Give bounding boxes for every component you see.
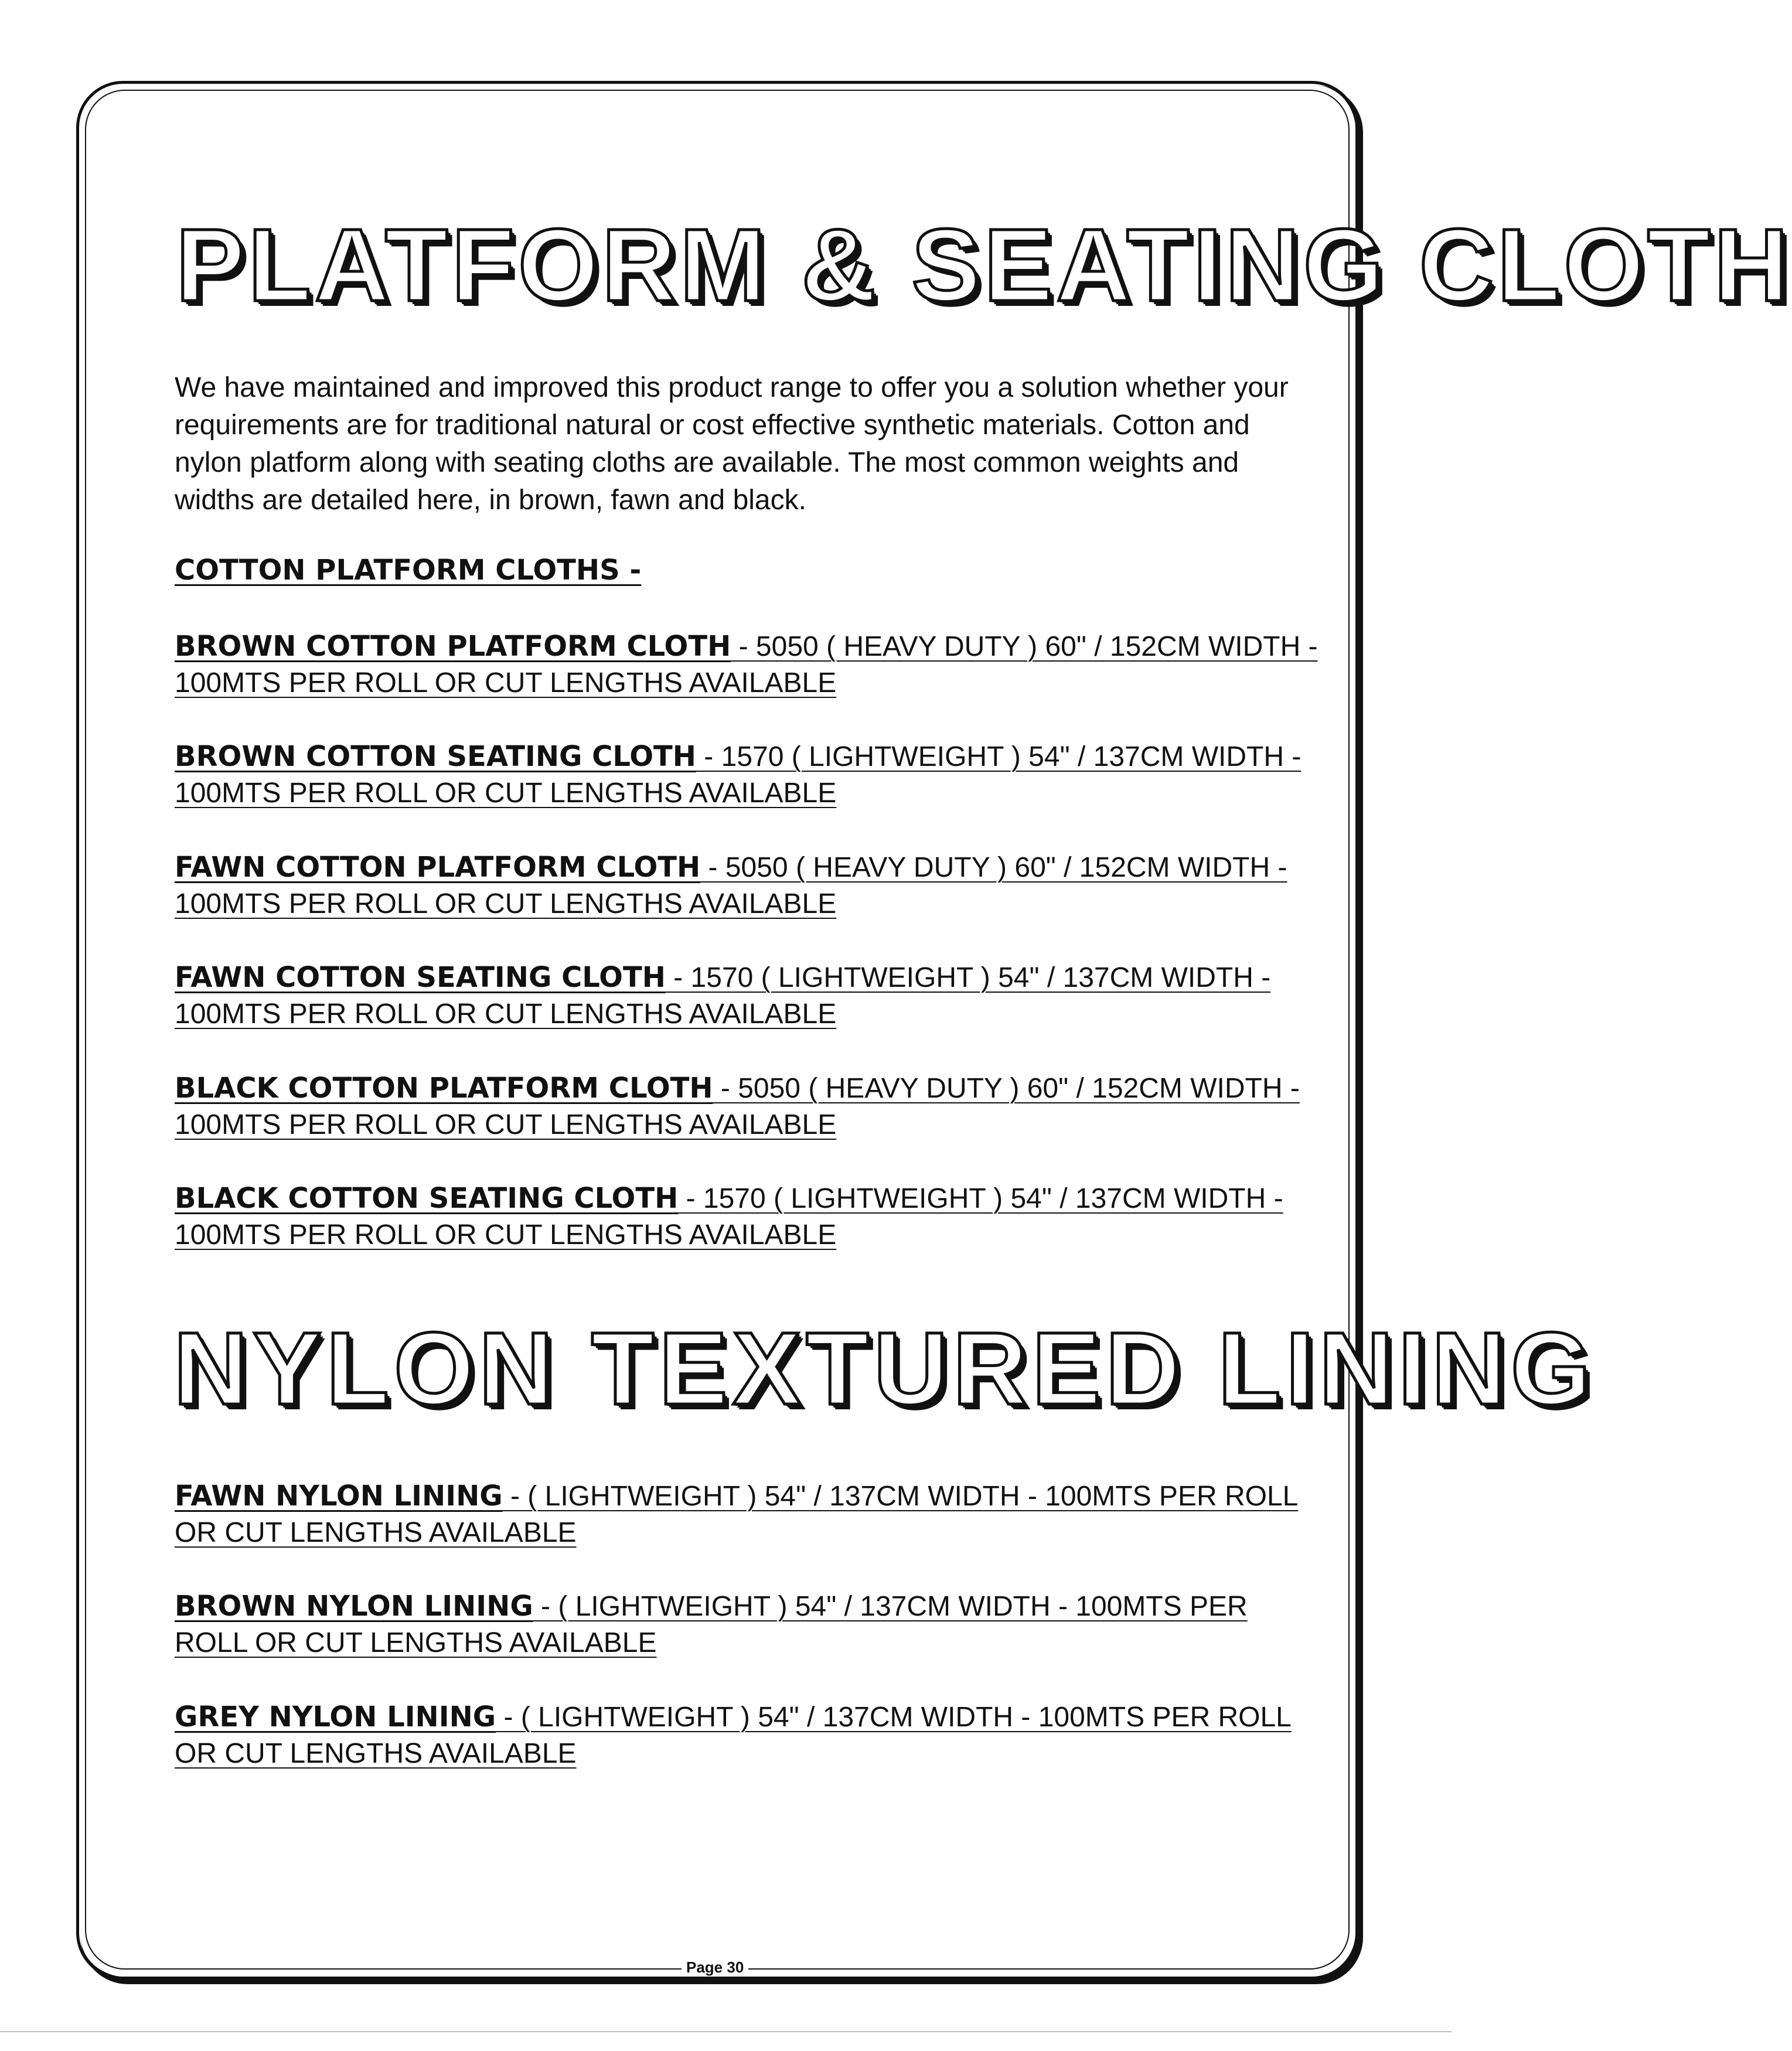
item-label: BLACK COTTON SEATING CLOTH (175, 1182, 679, 1215)
intro-paragraph: We have maintained and improved this product range to offer you a solution whether your requirements are for traditional natural or cost effective synthetic materials. Cotton and nylon platform along with seating cloths are available. The most common weights and widths are detailed here, in brown, fawn and black. (175, 372, 1289, 516)
item-detail: - 5050 ( HEAVY DUTY ) 60" / 152CM WIDTH - 100MTS PER ROLL OR CUT LENGTHS AVAILABLE (175, 852, 1287, 919)
item-label: BROWN NYLON LINING (175, 1590, 533, 1623)
cotton-item (175, 849, 1323, 922)
cotton-heading: COTTON PLATFORM CLOTHS - (175, 554, 642, 587)
cotton-item (175, 1070, 1323, 1143)
nylon-item (175, 1588, 1323, 1661)
item-detail: - 1570 ( LIGHTWEIGHT ) 54" / 137CM WIDTH - 100MTS PER ROLL OR CUT LENGTHS AVAILABLE (175, 962, 1271, 1030)
item-detail: - ( LIGHTWEIGHT ) 54" / 137CM WIDTH - 100MTS PER ROLL OR CUT LENGTHS AVAILABLE (175, 1481, 1299, 1548)
cotton-item (175, 628, 1323, 701)
item-label: BLACK COTTON PLATFORM CLOTH (175, 1072, 713, 1105)
cotton-item (175, 959, 1323, 1033)
page-number: Page 30 (682, 1958, 748, 1976)
nylon-item (175, 1478, 1323, 1551)
scan-edge-line (0, 2031, 1452, 2032)
item-detail: - 1570 ( LIGHTWEIGHT ) 54" / 137CM WIDTH - 100MTS PER ROLL OR CUT LENGTHS AVAILABLE (175, 1183, 1283, 1251)
item-detail: - 5050 ( HEAVY DUTY ) 60" / 152CM WIDTH - 100MTS PER ROLL OR CUT LENGTHS AVAILABLE (175, 1073, 1300, 1140)
nylon-item (175, 1699, 1323, 1772)
item-label: FAWN NYLON LINING (175, 1480, 503, 1512)
item-detail: - 1570 ( LIGHTWEIGHT ) 54" / 137CM WIDTH - 100MTS PER ROLL OR CUT LENGTHS AVAILABLE (175, 741, 1302, 809)
item-detail: - ( LIGHTWEIGHT ) 54" / 137CM WIDTH - 100MTS PER ROLL OR CUT LENGTHS AVAILABLE (175, 1591, 1248, 1658)
platform-seating-banner: PLATFORM & SEATING CLOTH (176, 208, 1792, 323)
cotton-item (175, 738, 1323, 812)
item-label: FAWN COTTON PLATFORM CLOTH (175, 851, 701, 884)
item-detail: - 5050 ( HEAVY DUTY ) 60" / 152CM WIDTH - 100MTS PER ROLL OR CUT LENGTHS AVAILABLE (175, 631, 1318, 699)
item-detail: - ( LIGHTWEIGHT ) 54" / 137CM WIDTH - 100MTS PER ROLL OR CUT LENGTHS AVAILABLE (175, 1702, 1292, 1769)
item-label: FAWN COTTON SEATING CLOTH (175, 961, 666, 994)
item-label: BROWN COTTON PLATFORM CLOTH (175, 630, 731, 663)
cotton-item (175, 1180, 1323, 1253)
nylon-lining-banner: NYLON TEXTURED LINING (173, 1311, 1596, 1426)
item-label: GREY NYLON LINING (175, 1701, 496, 1733)
item-label: BROWN COTTON SEATING CLOTH (175, 740, 696, 773)
